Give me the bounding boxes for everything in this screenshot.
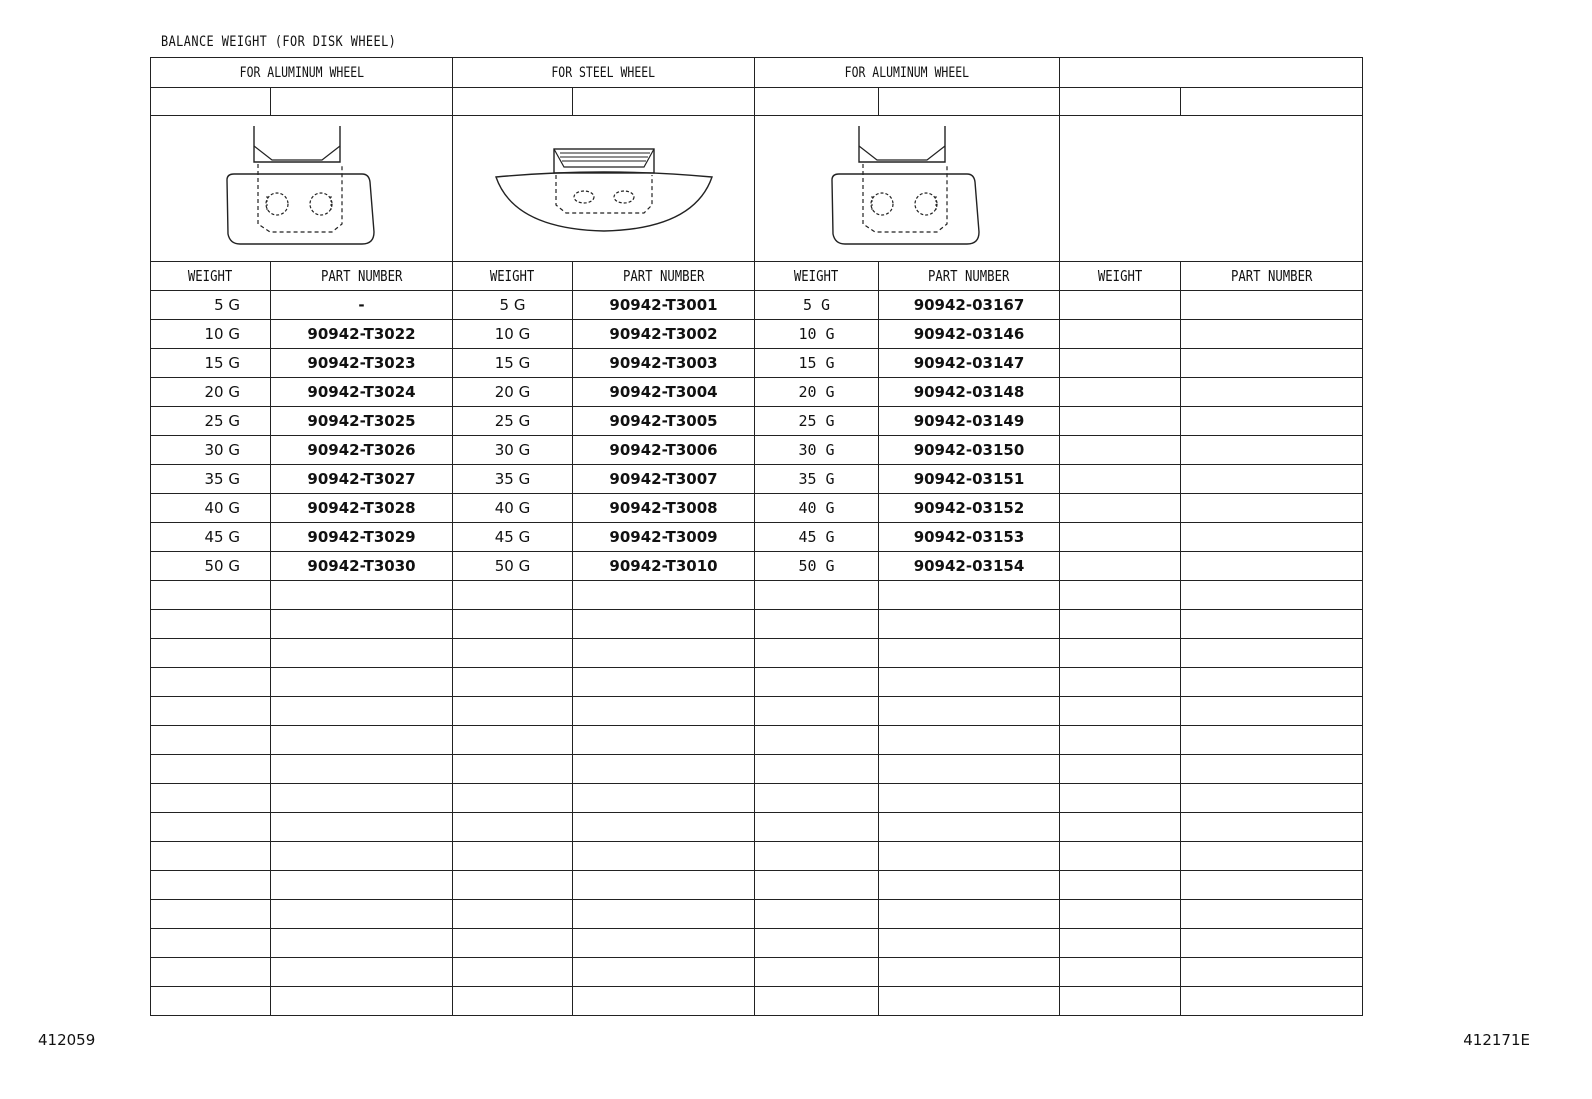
part-number-cell bbox=[573, 726, 755, 755]
part-number-cell bbox=[879, 697, 1060, 726]
table-row-empty bbox=[151, 900, 1363, 929]
part-number-cell bbox=[573, 958, 755, 987]
part-number-cell bbox=[879, 639, 1060, 668]
part-number-cell bbox=[271, 987, 453, 1016]
illustration-row bbox=[151, 116, 1363, 262]
part-number-cell bbox=[573, 581, 755, 610]
table-row bbox=[151, 320, 1363, 349]
part-number-cell: 90942-T3028 bbox=[271, 494, 453, 523]
part-number-cell bbox=[271, 842, 453, 871]
part-number-cell: 90942-T3004 bbox=[573, 378, 755, 407]
weight-cell: 10 G bbox=[453, 320, 573, 349]
part-number-cell bbox=[879, 929, 1060, 958]
illustration-cell-empty bbox=[1060, 116, 1363, 262]
weight-cell bbox=[1060, 726, 1181, 755]
table-row bbox=[151, 552, 1363, 581]
weight-cell bbox=[1060, 871, 1181, 900]
weight-cell bbox=[1060, 465, 1181, 494]
table-row-empty bbox=[151, 929, 1363, 958]
weight-cell bbox=[151, 958, 271, 987]
weight-cell: 50 G bbox=[453, 552, 573, 581]
part-number-cell bbox=[271, 668, 453, 697]
column-header-part-number bbox=[879, 262, 1060, 291]
part-number-cell bbox=[271, 958, 453, 987]
weight-cell bbox=[1060, 494, 1181, 523]
illustration-cell bbox=[755, 116, 1060, 262]
column-header-label: WEIGHT bbox=[794, 267, 839, 285]
part-number-cell bbox=[879, 900, 1060, 929]
weight-cell: 15 G bbox=[755, 349, 879, 378]
figure-code-right: 412171E bbox=[1463, 1031, 1530, 1049]
weight-cell bbox=[755, 842, 879, 871]
part-number-cell bbox=[573, 842, 755, 871]
weight-cell: 35 G bbox=[151, 465, 271, 494]
part-number-cell bbox=[1181, 378, 1363, 407]
weight-cell bbox=[151, 697, 271, 726]
part-number-cell: 90942-03154 bbox=[879, 552, 1060, 581]
part-number-cell bbox=[1181, 581, 1363, 610]
weight-cell: 10 G bbox=[151, 320, 271, 349]
part-number-cell bbox=[1181, 523, 1363, 552]
part-number-cell: 90942-T3001 bbox=[573, 291, 755, 320]
weight-cell: 25 G bbox=[755, 407, 879, 436]
table-row bbox=[151, 494, 1363, 523]
part-number-cell: 90942-T3008 bbox=[573, 494, 755, 523]
weight-cell bbox=[151, 726, 271, 755]
part-number-cell: 90942-T3009 bbox=[573, 523, 755, 552]
weight-cell bbox=[755, 871, 879, 900]
weight-cell bbox=[755, 668, 879, 697]
part-number-cell: 90942-T3005 bbox=[573, 407, 755, 436]
weight-cell bbox=[755, 639, 879, 668]
table-row-empty bbox=[151, 842, 1363, 871]
weight-cell bbox=[1060, 523, 1181, 552]
part-number-cell bbox=[879, 784, 1060, 813]
part-number-cell bbox=[1181, 697, 1363, 726]
table-row-empty bbox=[151, 639, 1363, 668]
part-number-cell bbox=[1181, 871, 1363, 900]
subheader-cell bbox=[151, 88, 271, 116]
table-row-empty bbox=[151, 958, 1363, 987]
column-header-weight bbox=[755, 262, 879, 291]
weight-cell bbox=[1060, 407, 1181, 436]
weight-cell bbox=[453, 929, 573, 958]
group-header-aluminum-1 bbox=[151, 58, 453, 88]
weight-cell bbox=[453, 581, 573, 610]
balance-weight-table bbox=[150, 57, 1363, 1016]
part-number-cell bbox=[1181, 610, 1363, 639]
part-number-cell: 90942-T3029 bbox=[271, 523, 453, 552]
weight-cell bbox=[1060, 842, 1181, 871]
part-number-cell bbox=[1181, 784, 1363, 813]
part-number-cell bbox=[879, 581, 1060, 610]
weight-cell bbox=[1060, 987, 1181, 1016]
weight-cell bbox=[1060, 958, 1181, 987]
weight-cell bbox=[151, 639, 271, 668]
column-header-weight bbox=[151, 262, 271, 291]
weight-cell: 40 G bbox=[151, 494, 271, 523]
weight-cell bbox=[151, 610, 271, 639]
weight-cell bbox=[453, 987, 573, 1016]
weight-cell: 10 G bbox=[755, 320, 879, 349]
table-row-empty bbox=[151, 668, 1363, 697]
figure-code-left: 412059 bbox=[38, 1031, 96, 1049]
part-number-cell bbox=[271, 697, 453, 726]
part-number-cell bbox=[879, 726, 1060, 755]
column-header-weight bbox=[453, 262, 573, 291]
table-row-empty bbox=[151, 871, 1363, 900]
weight-cell bbox=[1060, 668, 1181, 697]
part-number-cell bbox=[1181, 320, 1363, 349]
weight-cell bbox=[151, 755, 271, 784]
part-number-cell: 90942-T3027 bbox=[271, 465, 453, 494]
part-number-cell bbox=[271, 581, 453, 610]
group-header-label: FOR STEEL WHEEL bbox=[551, 64, 656, 81]
weight-cell bbox=[755, 900, 879, 929]
table-row-empty bbox=[151, 581, 1363, 610]
weight-cell bbox=[1060, 349, 1181, 378]
part-number-cell: 90942-T3006 bbox=[573, 436, 755, 465]
subheader-cell bbox=[453, 88, 573, 116]
weight-cell bbox=[755, 697, 879, 726]
column-header-row bbox=[151, 262, 1363, 291]
part-number-cell bbox=[573, 668, 755, 697]
part-number-cell bbox=[1181, 407, 1363, 436]
weight-cell bbox=[453, 813, 573, 842]
part-number-cell bbox=[1181, 349, 1363, 378]
part-number-cell: 90942-03151 bbox=[879, 465, 1060, 494]
weight-cell: 30 G bbox=[453, 436, 573, 465]
weight-cell: 5 G bbox=[151, 291, 271, 320]
weight-cell bbox=[151, 581, 271, 610]
weight-cell bbox=[755, 610, 879, 639]
part-number-cell bbox=[573, 639, 755, 668]
part-number-cell: 90942-03150 bbox=[879, 436, 1060, 465]
group-header-empty bbox=[1060, 58, 1363, 88]
column-header-part-number bbox=[271, 262, 453, 291]
subheader-cell bbox=[879, 88, 1060, 116]
weight-cell bbox=[1060, 320, 1181, 349]
group-header-row bbox=[151, 58, 1363, 88]
group-header-steel bbox=[453, 58, 755, 88]
weight-cell bbox=[453, 610, 573, 639]
part-number-cell bbox=[879, 871, 1060, 900]
part-number-cell bbox=[573, 755, 755, 784]
weight-cell bbox=[151, 668, 271, 697]
subheader-cell bbox=[573, 88, 755, 116]
part-number-cell: 90942-03147 bbox=[879, 349, 1060, 378]
part-number-cell bbox=[1181, 929, 1363, 958]
part-number-cell: 90942-03149 bbox=[879, 407, 1060, 436]
weight-cell bbox=[755, 958, 879, 987]
weight-cell bbox=[453, 871, 573, 900]
weight-cell bbox=[151, 900, 271, 929]
weight-cell: 30 G bbox=[755, 436, 879, 465]
illustration-cell bbox=[453, 116, 755, 262]
weight-cell bbox=[755, 784, 879, 813]
weight-cell: 45 G bbox=[755, 523, 879, 552]
weight-cell bbox=[453, 668, 573, 697]
part-number-cell bbox=[1181, 726, 1363, 755]
part-number-cell bbox=[879, 668, 1060, 697]
column-header-label: WEIGHT bbox=[188, 267, 233, 285]
part-number-cell bbox=[271, 639, 453, 668]
table-row bbox=[151, 349, 1363, 378]
part-number-cell bbox=[1181, 987, 1363, 1016]
group-header-aluminum-2 bbox=[755, 58, 1060, 88]
weight-cell bbox=[1060, 929, 1181, 958]
table-row-empty bbox=[151, 755, 1363, 784]
part-number-cell bbox=[879, 813, 1060, 842]
weight-cell: 45 G bbox=[151, 523, 271, 552]
part-number-cell bbox=[1181, 465, 1363, 494]
part-number-cell bbox=[1181, 436, 1363, 465]
weight-cell bbox=[453, 784, 573, 813]
column-header-label: PART NUMBER bbox=[1230, 267, 1313, 285]
table-row bbox=[151, 291, 1363, 320]
part-number-cell: 90942-T3002 bbox=[573, 320, 755, 349]
part-number-cell bbox=[1181, 755, 1363, 784]
column-header-label: WEIGHT bbox=[490, 267, 535, 285]
weight-cell bbox=[151, 842, 271, 871]
part-number-cell: 90942-T3026 bbox=[271, 436, 453, 465]
part-number-cell: 90942-T3023 bbox=[271, 349, 453, 378]
column-header-part-number bbox=[1181, 262, 1363, 291]
weight-cell bbox=[453, 842, 573, 871]
clip-on-weight-aluminum-icon bbox=[222, 124, 382, 254]
part-number-cell bbox=[879, 987, 1060, 1016]
table-row-empty bbox=[151, 610, 1363, 639]
part-number-cell bbox=[573, 871, 755, 900]
illustration-cell bbox=[151, 116, 453, 262]
part-number-cell: 90942-T3025 bbox=[271, 407, 453, 436]
part-number-cell bbox=[1181, 291, 1363, 320]
weight-cell: 30 G bbox=[151, 436, 271, 465]
part-number-cell bbox=[573, 784, 755, 813]
group-header-label: FOR ALUMINUM WHEEL bbox=[844, 64, 970, 81]
part-number-cell: 90942-T3010 bbox=[573, 552, 755, 581]
weight-cell bbox=[1060, 813, 1181, 842]
weight-cell bbox=[755, 581, 879, 610]
part-number-cell bbox=[1181, 842, 1363, 871]
part-number-cell bbox=[879, 610, 1060, 639]
group-header-label: FOR ALUMINUM WHEEL bbox=[239, 64, 364, 81]
subheader-cell bbox=[1060, 88, 1181, 116]
weight-cell: 40 G bbox=[755, 494, 879, 523]
subheader-cell bbox=[271, 88, 453, 116]
weight-cell bbox=[453, 755, 573, 784]
part-number-cell bbox=[271, 871, 453, 900]
part-number-cell bbox=[1181, 900, 1363, 929]
column-header-weight bbox=[1060, 262, 1181, 291]
part-number-cell: 90942-T3030 bbox=[271, 552, 453, 581]
weight-cell bbox=[1060, 581, 1181, 610]
part-number-cell bbox=[573, 610, 755, 639]
subheader-cell bbox=[1181, 88, 1363, 116]
part-number-cell: 90942-T3003 bbox=[573, 349, 755, 378]
part-number-cell bbox=[879, 755, 1060, 784]
part-number-cell bbox=[573, 697, 755, 726]
weight-cell: 5 G bbox=[755, 291, 879, 320]
part-number-cell: 90942-03167 bbox=[879, 291, 1060, 320]
weight-cell bbox=[1060, 378, 1181, 407]
column-header-label: PART NUMBER bbox=[928, 267, 1010, 285]
weight-cell bbox=[1060, 436, 1181, 465]
weight-cell: 15 G bbox=[453, 349, 573, 378]
clip-on-weight-steel-icon bbox=[494, 139, 714, 239]
weight-cell bbox=[755, 813, 879, 842]
part-number-cell bbox=[573, 900, 755, 929]
part-number-cell bbox=[271, 755, 453, 784]
balance-weight-table-container bbox=[150, 57, 1363, 1016]
part-number-cell bbox=[1181, 958, 1363, 987]
part-number-cell bbox=[271, 929, 453, 958]
weight-cell bbox=[1060, 697, 1181, 726]
table-row-empty bbox=[151, 726, 1363, 755]
weight-cell: 5 G bbox=[453, 291, 573, 320]
part-number-cell: 90942-T3022 bbox=[271, 320, 453, 349]
weight-cell bbox=[453, 958, 573, 987]
part-number-cell bbox=[573, 929, 755, 958]
table-row bbox=[151, 465, 1363, 494]
table-row-empty bbox=[151, 784, 1363, 813]
part-number-cell bbox=[1181, 494, 1363, 523]
weight-cell: 20 G bbox=[151, 378, 271, 407]
weight-cell: 25 G bbox=[453, 407, 573, 436]
part-number-cell bbox=[1181, 552, 1363, 581]
weight-cell bbox=[755, 987, 879, 1016]
part-number-cell bbox=[271, 900, 453, 929]
table-row bbox=[151, 436, 1363, 465]
part-number-cell bbox=[879, 958, 1060, 987]
weight-cell bbox=[151, 929, 271, 958]
table-row bbox=[151, 378, 1363, 407]
weight-cell: 40 G bbox=[453, 494, 573, 523]
part-number-cell: 90942-03146 bbox=[879, 320, 1060, 349]
weight-cell: 35 G bbox=[755, 465, 879, 494]
weight-cell: 35 G bbox=[453, 465, 573, 494]
part-number-cell bbox=[573, 987, 755, 1016]
weight-cell: 50 G bbox=[151, 552, 271, 581]
clip-on-weight-aluminum-icon bbox=[827, 124, 987, 254]
weight-cell bbox=[755, 929, 879, 958]
weight-cell: 45 G bbox=[453, 523, 573, 552]
weight-cell: 50 G bbox=[755, 552, 879, 581]
weight-cell: 25 G bbox=[151, 407, 271, 436]
part-number-cell bbox=[1181, 668, 1363, 697]
weight-cell bbox=[453, 639, 573, 668]
weight-cell bbox=[453, 900, 573, 929]
table-row bbox=[151, 523, 1363, 552]
weight-cell: 15 G bbox=[151, 349, 271, 378]
subheader-row bbox=[151, 88, 1363, 116]
table-row-empty bbox=[151, 813, 1363, 842]
part-number-cell bbox=[271, 726, 453, 755]
weight-cell bbox=[1060, 552, 1181, 581]
part-number-cell: - bbox=[271, 291, 453, 320]
part-number-cell: 90942-T3007 bbox=[573, 465, 755, 494]
weight-cell: 20 G bbox=[453, 378, 573, 407]
column-header-label: PART NUMBER bbox=[622, 267, 705, 285]
weight-cell: 20 G bbox=[755, 378, 879, 407]
weight-cell bbox=[755, 726, 879, 755]
weight-cell bbox=[1060, 291, 1181, 320]
weight-cell bbox=[755, 755, 879, 784]
weight-cell bbox=[151, 784, 271, 813]
column-header-part-number bbox=[573, 262, 755, 291]
part-number-cell bbox=[271, 784, 453, 813]
subheader-cell bbox=[755, 88, 879, 116]
weight-cell bbox=[1060, 639, 1181, 668]
part-number-cell: 90942-03152 bbox=[879, 494, 1060, 523]
table-row-empty bbox=[151, 697, 1363, 726]
column-header-label: WEIGHT bbox=[1097, 267, 1143, 285]
table-row bbox=[151, 407, 1363, 436]
weight-cell bbox=[151, 813, 271, 842]
weight-cell bbox=[151, 871, 271, 900]
part-number-cell bbox=[573, 813, 755, 842]
weight-cell bbox=[151, 987, 271, 1016]
weight-cell bbox=[1060, 610, 1181, 639]
part-number-cell bbox=[1181, 813, 1363, 842]
weight-cell bbox=[1060, 784, 1181, 813]
table-row-empty bbox=[151, 987, 1363, 1016]
part-number-cell: 90942-03153 bbox=[879, 523, 1060, 552]
part-number-cell bbox=[271, 610, 453, 639]
part-number-cell bbox=[879, 842, 1060, 871]
document-title: BALANCE WEIGHT (FOR DISK WHEEL) bbox=[161, 34, 397, 50]
weight-cell bbox=[1060, 755, 1181, 784]
column-header-label: PART NUMBER bbox=[320, 267, 403, 285]
part-number-cell bbox=[1181, 639, 1363, 668]
weight-cell bbox=[453, 697, 573, 726]
weight-cell bbox=[1060, 900, 1181, 929]
part-number-cell: 90942-03148 bbox=[879, 378, 1060, 407]
part-number-cell bbox=[271, 813, 453, 842]
weight-cell bbox=[453, 726, 573, 755]
part-number-cell: 90942-T3024 bbox=[271, 378, 453, 407]
